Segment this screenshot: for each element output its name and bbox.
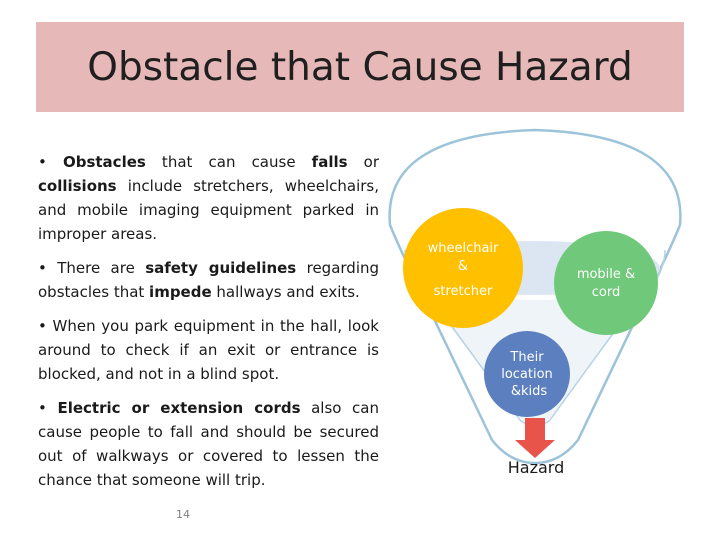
bullet-text: There are xyxy=(46,259,146,277)
bullet-marker: • xyxy=(38,153,47,171)
bullet-emphasis: safety guidelines xyxy=(145,259,297,277)
location-label-line3: &kids xyxy=(510,384,548,399)
bullet-emphasis: Electric or extension cords xyxy=(57,399,301,417)
mobile-label-line2: cord xyxy=(591,285,621,300)
bullet-marker: • xyxy=(38,259,47,277)
bullet-emphasis: Obstacles xyxy=(62,153,146,171)
bullet-emphasis: falls xyxy=(311,153,348,171)
bullet-emphasis: collisions xyxy=(38,177,117,195)
location-label-line2: location xyxy=(501,367,553,382)
mobile-label-line1: mobile & xyxy=(576,267,636,282)
slide-number: 14 xyxy=(176,508,190,521)
wheelchair-label-line2: & xyxy=(457,259,469,274)
bullet-text: include stretchers, wheelchairs, and mobile imaging equipment parked in improper areas. xyxy=(38,177,379,243)
bullet-text: regarding obstacles that xyxy=(38,259,380,301)
mobile-cord-circle xyxy=(554,231,658,335)
wheelchair-label-line1: wheelchair xyxy=(427,241,499,256)
location-label-line1: Their xyxy=(510,350,544,365)
bullet-text: hallways and exits. xyxy=(211,283,360,301)
bullet-text: or xyxy=(347,153,379,171)
hazard-label: Hazard xyxy=(507,458,565,477)
bullet-marker: • xyxy=(38,317,47,335)
bullet-text: that can cause xyxy=(145,153,312,171)
bullet-text: When you park equipment in the hall, look around to check if an exit or entrance is blocked, and not in a blind spot. xyxy=(38,317,379,383)
down-arrow-icon xyxy=(515,418,555,458)
bullet-emphasis: impede xyxy=(149,283,212,301)
bullet-text: also can cause people to fall and should be secured out of walkways or covered to lessen the chance that someone will trip. xyxy=(38,399,379,489)
bullet-marker: • xyxy=(38,399,47,417)
wheelchair-label-line3: stretcher xyxy=(433,284,493,299)
slide-title: Obstacle that Cause Hazard xyxy=(87,44,633,90)
